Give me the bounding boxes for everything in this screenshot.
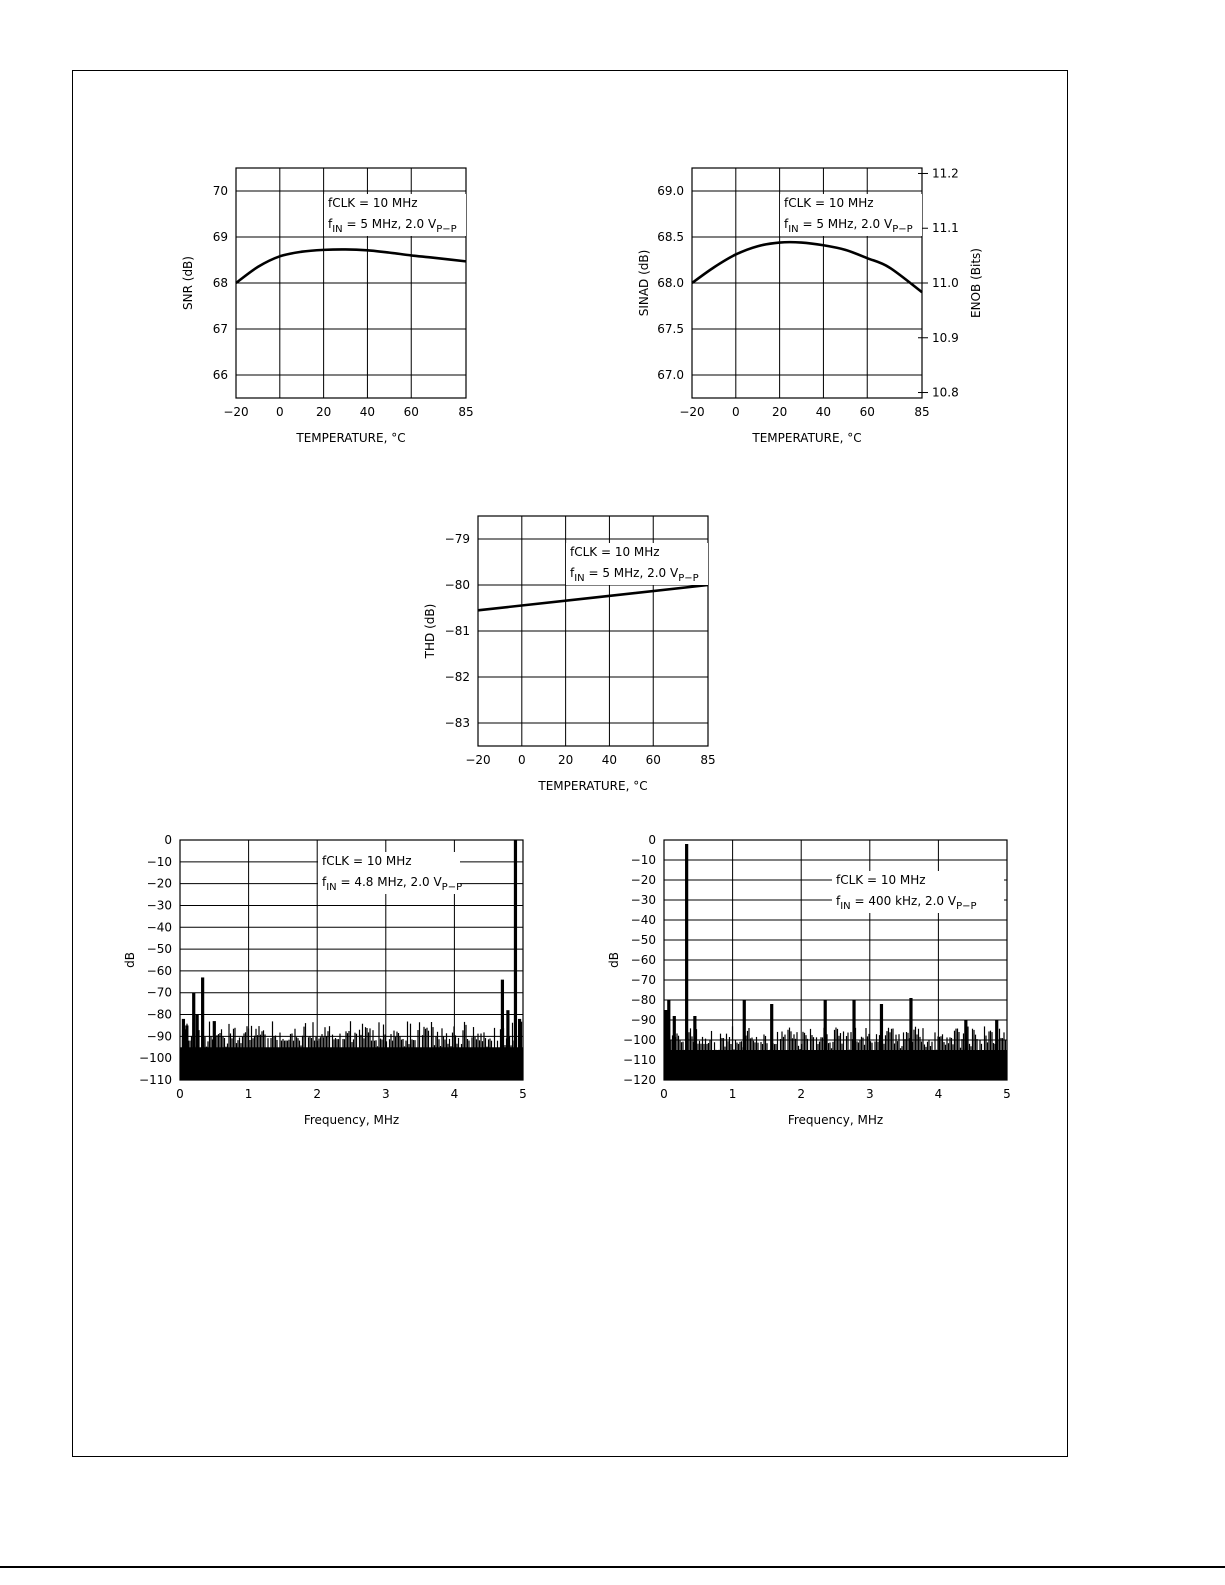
- x-tick-label: 20: [771, 405, 788, 419]
- x-tick-label: 0: [660, 1087, 668, 1101]
- y-tick-label: −20: [146, 876, 172, 891]
- condition-fin: $f_{IN} = 5$ MHz, 2.0 $V_{P-P}$: [784, 217, 913, 235]
- condition-fin: $f_{IN} = 5$ MHz, 2.0 $V_{P-P}$: [328, 217, 457, 235]
- y-tick-label: 68.0: [657, 276, 684, 290]
- x-tick-label: 0: [176, 1087, 184, 1101]
- x-tick-label: 40: [601, 753, 618, 767]
- y-tick-label: −30: [146, 898, 172, 913]
- condition-fclk: fCLK = 10 MHz: [784, 196, 874, 210]
- x-tick-label: 2: [313, 1087, 322, 1101]
- y2-tick-label: 11.0: [932, 276, 959, 290]
- y-axis-label: SNR (dB): [181, 256, 195, 310]
- x-tick-label: 4: [934, 1087, 943, 1101]
- y-tick-label: −100: [623, 1033, 656, 1047]
- x-tick-label: 85: [700, 753, 716, 767]
- spur-bar: [743, 1000, 746, 1080]
- x-tick-label: 4: [450, 1087, 459, 1101]
- y-tick-label: −50: [146, 942, 172, 957]
- spur-bar: [664, 1010, 667, 1080]
- spur-bar: [852, 1000, 855, 1080]
- x-tick-label: 60: [859, 405, 875, 419]
- y-axis-label: SINAD (dB): [637, 249, 651, 317]
- y2-tick-label: 11.2: [932, 166, 959, 181]
- x-tick-label: 0: [275, 405, 284, 419]
- y-tick-label: −82: [444, 670, 470, 684]
- condition-fclk: fCLK = 10 MHz: [322, 854, 412, 868]
- y-tick-label: −90: [146, 1029, 172, 1044]
- y-tick-label: −80: [146, 1007, 172, 1022]
- y-axis-label: dB: [123, 952, 137, 968]
- y-tick-label: −79: [444, 532, 470, 546]
- y-tick-label: −110: [623, 1053, 656, 1067]
- y-tick-label: 0: [164, 833, 172, 847]
- y-tick-label: −30: [630, 893, 656, 907]
- y-tick-label: −100: [139, 1051, 172, 1066]
- x-axis-label: Frequency, MHz: [787, 1113, 884, 1127]
- y-tick-label: −80: [444, 578, 470, 592]
- y-tick-label: −70: [630, 973, 656, 987]
- x-tick-label: 85: [458, 405, 474, 419]
- condition-fin: $f_{IN} = 400$ kHz, 2.0 $V_{P-P}$: [836, 894, 977, 912]
- y-tick-label: −40: [146, 920, 172, 935]
- x-tick-label: −20: [223, 405, 249, 419]
- y-tick-label: 68.5: [657, 230, 684, 244]
- x-tick-label: 20: [315, 405, 332, 419]
- spur-bar: [824, 1000, 827, 1080]
- y-tick-label: −81: [444, 624, 470, 638]
- x-tick-label: 85: [914, 405, 930, 419]
- y-tick-label: 0: [648, 833, 656, 847]
- condition-fclk: fCLK = 10 MHz: [328, 196, 418, 210]
- spur-bar: [995, 1020, 998, 1080]
- x-tick-label: 40: [359, 405, 376, 419]
- y-tick-label: 66: [212, 368, 228, 382]
- x-tick-label: 3: [381, 1087, 390, 1101]
- y2-axis-label: ENOB (Bits): [969, 248, 983, 318]
- y-tick-label: 69: [212, 230, 228, 244]
- condition-fclk: fCLK = 10 MHz: [570, 545, 660, 559]
- x-tick-label: 1: [244, 1087, 253, 1101]
- y-tick-label: −120: [623, 1073, 656, 1087]
- y-tick-label: 67: [212, 322, 228, 336]
- x-tick-label: 0: [731, 405, 740, 419]
- y-tick-label: −40: [630, 913, 656, 927]
- x-tick-label: 5: [519, 1087, 527, 1101]
- y-axis-label: dB: [607, 952, 621, 968]
- spur-bar: [667, 1000, 670, 1080]
- y-tick-label: −50: [630, 933, 656, 947]
- condition-fin: $f_{IN} = 4.8$ MHz, 2.0 $V_{P-P}$: [322, 875, 463, 893]
- y-axis-label: THD (dB): [423, 603, 437, 659]
- spur-bar: [693, 1016, 696, 1080]
- x-tick-label: −20: [465, 753, 491, 767]
- x-axis-label: TEMPERATURE, °C: [538, 779, 648, 793]
- y-tick-label: −60: [630, 953, 656, 967]
- x-axis-label: TEMPERATURE, °C: [296, 431, 406, 445]
- y-tick-label: −10: [630, 853, 656, 867]
- x-axis-label: TEMPERATURE, °C: [752, 431, 862, 445]
- y-tick-label: 67.0: [657, 368, 684, 382]
- y-tick-label: −70: [146, 985, 172, 1000]
- spur-bar: [770, 1004, 773, 1080]
- x-tick-label: −20: [679, 405, 705, 419]
- y-tick-label: −83: [444, 716, 470, 730]
- y-tick-label: −110: [139, 1073, 172, 1087]
- y2-tick-label: 10.8: [932, 385, 959, 400]
- y-tick-label: −80: [630, 993, 656, 1007]
- y-tick-label: −20: [630, 873, 656, 887]
- y-tick-label: 70: [212, 184, 228, 198]
- x-tick-label: 20: [557, 753, 574, 767]
- condition-fin: $f_{IN} = 5$ MHz, 2.0 $V_{P-P}$: [570, 566, 699, 584]
- x-tick-label: 5: [1003, 1087, 1011, 1101]
- condition-fclk: fCLK = 10 MHz: [836, 873, 926, 887]
- x-axis-label: Frequency, MHz: [303, 1113, 400, 1127]
- spur-bar: [909, 998, 912, 1080]
- y-tick-label: −60: [146, 963, 172, 978]
- y2-tick-label: 11.1: [932, 221, 959, 236]
- y2-tick-label: 10.9: [932, 330, 959, 345]
- y-tick-label: −10: [146, 854, 172, 869]
- spur-bar: [964, 1020, 967, 1080]
- x-tick-label: 60: [645, 753, 661, 767]
- y-tick-label: 67.5: [657, 322, 684, 336]
- x-tick-label: 0: [517, 753, 526, 767]
- x-tick-label: 1: [728, 1087, 737, 1101]
- x-tick-label: 3: [865, 1087, 874, 1101]
- y-tick-label: 69.0: [657, 184, 684, 198]
- spur-bar: [880, 1004, 883, 1080]
- y-tick-label: −90: [630, 1013, 656, 1027]
- x-tick-label: 40: [815, 405, 832, 419]
- spur-bar: [685, 844, 688, 1080]
- y-tick-label: 68: [212, 276, 228, 290]
- spur-bar: [673, 1016, 676, 1080]
- x-tick-label: 2: [797, 1087, 806, 1101]
- x-tick-label: 60: [403, 405, 419, 419]
